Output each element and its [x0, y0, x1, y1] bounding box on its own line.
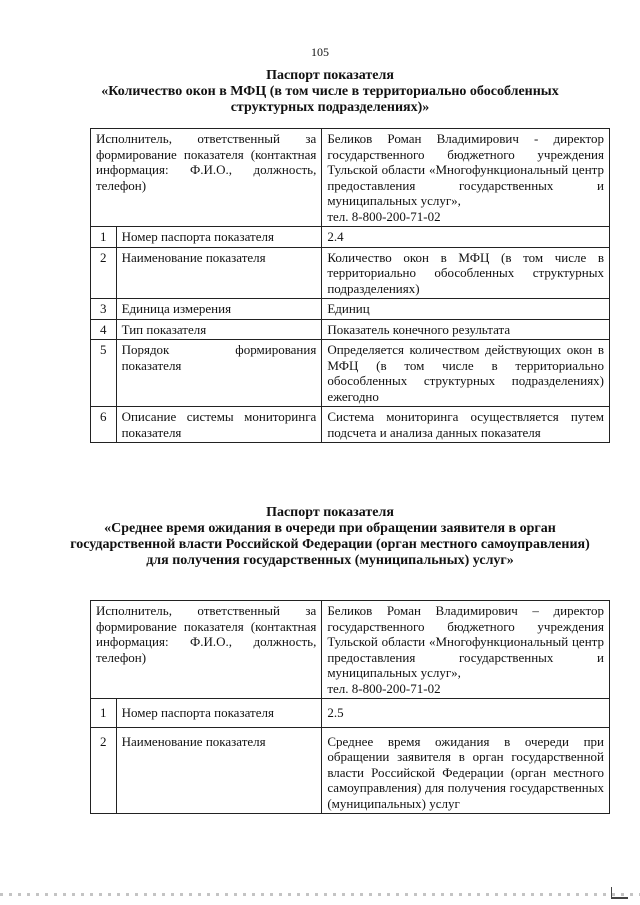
row-value: 2.4	[322, 227, 610, 248]
executor-value	[322, 601, 610, 699]
passport2-table	[90, 600, 610, 814]
passport2-heading: Паспорт показателя	[266, 505, 394, 520]
row-number: 4	[91, 319, 117, 340]
executor-value	[322, 129, 610, 227]
executor-label: Исполнитель, ответственный за формирование показателя (контактная информация: Ф.И.О., должность, телефон)	[91, 601, 322, 699]
row-number: 2	[91, 727, 117, 814]
row-value: Среднее время ожидания в очереди при обращении заявителя в орган государственной власти Российской Федерации (орган местного самоуправления) для получения государственных (муниципальных) услуг	[322, 727, 610, 814]
passport2-subtitle: «Среднее время ожидания в очереди при обращении заявителя в орган государственной власти Российской Федерации (орган местного самоуправления) для получения государственных (муниципальных) услуг»	[70, 521, 590, 568]
table-row	[91, 129, 610, 227]
row-label: Наименование показателя	[116, 727, 322, 814]
table-row	[91, 227, 610, 248]
row-label: Номер паспорта показателя	[116, 227, 322, 248]
row-number: 2	[91, 247, 117, 299]
executor-text: Беликов Роман Владимирович – директор государственного бюджетного учреждения Тульской области «Многофункциональный центр предоставления государственных и муниципальных услуг»,	[327, 603, 604, 680]
passport1-subtitle: «Количество окон в МФЦ (в том числе в территориально обособленных структурных подразделениях)»	[101, 84, 559, 115]
row-number: 1	[91, 227, 117, 248]
page-number: 105	[311, 45, 329, 59]
table-row	[91, 319, 610, 340]
table-row	[91, 407, 610, 443]
executor-text: Беликов Роман Владимирович - директор государственного бюджетного учреждения Тульской области «Многофункциональный центр предоставления государственных и муниципальных услуг»,	[327, 131, 604, 208]
executor-phone: тел. 8-800-200-71-02	[327, 208, 441, 224]
row-number: 1	[91, 699, 117, 728]
scan-edge-marks	[0, 893, 640, 896]
corner-mark-icon	[611, 887, 628, 899]
row-value: Система мониторинга осуществляется путем подсчета и анализа данных показателя	[322, 407, 610, 443]
passport1-title	[70, 68, 590, 116]
executor-phone: тел. 8-800-200-71-02	[327, 680, 441, 696]
row-label: Номер паспорта показателя	[116, 699, 322, 728]
row-number: 5	[91, 340, 117, 407]
row-value: Показатель конечного результата	[322, 319, 610, 340]
table-row	[91, 699, 610, 728]
row-label: Порядок формирования показателя	[116, 340, 322, 407]
row-label: Описание системы мониторинга показателя	[116, 407, 322, 443]
table-row	[91, 299, 610, 320]
row-number: 3	[91, 299, 117, 320]
table-row	[91, 247, 610, 299]
table-row	[91, 601, 610, 699]
row-number: 6	[91, 407, 117, 443]
table-row	[91, 727, 610, 814]
passport1-table	[90, 128, 610, 443]
row-label: Наименование показателя	[116, 247, 322, 299]
passport1-heading: Паспорт показателя	[266, 68, 394, 83]
row-value: 2.5	[322, 699, 610, 728]
row-label: Единица измерения	[116, 299, 322, 320]
row-value: Количество окон в МФЦ (в том числе в территориально обособленных структурных подразделениях)	[322, 247, 610, 299]
table-row	[91, 340, 610, 407]
row-value: Единиц	[322, 299, 610, 320]
row-value: Определяется количеством действующих окон в МФЦ (в том числе в территориально обособленных структурных подразделениях) ежегодно	[322, 340, 610, 407]
row-label: Тип показателя	[116, 319, 322, 340]
executor-label: Исполнитель, ответственный за формирование показателя (контактная информация: Ф.И.О., должность, телефон)	[91, 129, 322, 227]
passport2-title	[70, 505, 590, 569]
